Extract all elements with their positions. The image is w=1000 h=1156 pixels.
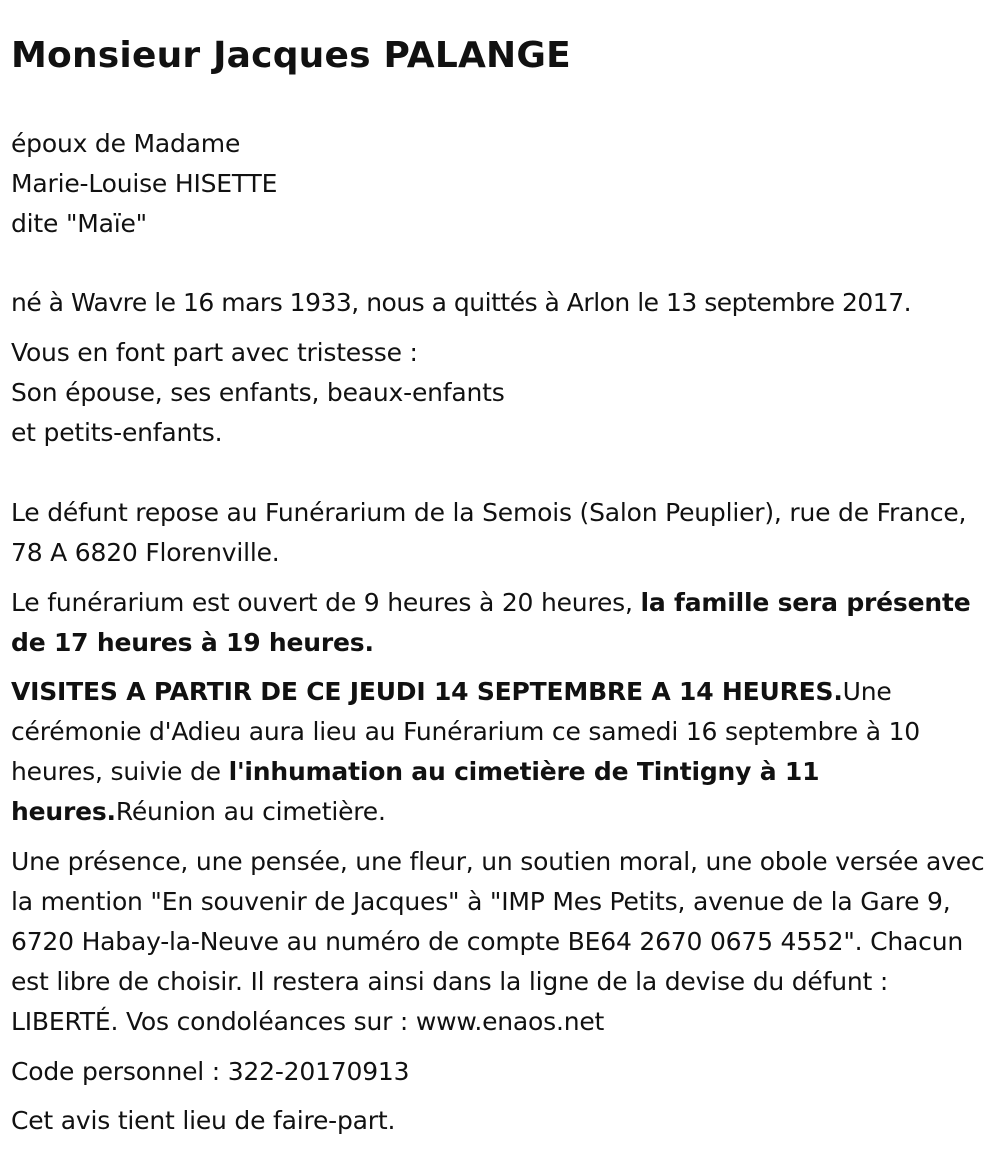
closing-text: Cet avis tient lieu de faire-part. <box>11 1106 396 1135</box>
notice-title: Monsieur Jacques PALANGE <box>11 35 571 76</box>
spouse-line-3: dite "Maïe" <box>11 209 147 238</box>
rest-location-text: Le défunt repose au Funérarium de la Semois (Salon Peuplier), rue de France, 78 A 6820 Florenville. <box>11 498 967 567</box>
donation-text: Une présence, une pensée, une fleur, un soutien moral, une obole versée avec la mention "En souvenir de Jacques" à "IMP Mes Petits, avenue de la Gare 9, 6720 Habay-la-Neuve au numéro de compte BE64 2670 0675 4552". Chacun est libre de choisir. Il restera ainsi dans la ligne de la devise du défunt : LIBERTÉ. Vos condoléances sur : www.enaos.net <box>11 847 985 1036</box>
family-block <box>11 333 986 453</box>
family-line-2: Son épouse, ses enfants, beaux-enfants <box>11 378 505 407</box>
ceremony-paragraph <box>11 672 986 832</box>
ceremony-text: Une cérémonie d'Adieu aura lieu au Funérarium ce samedi 16 septembre à 10 heures, suivie de <box>11 677 921 786</box>
cemetery-meeting-text: Réunion au cimetière. <box>115 797 386 826</box>
burial-announcement: l'inhumation au cimetière de Tintigny à 11 heures. <box>11 757 820 826</box>
family-line-1: Vous en font part avec tristesse : <box>11 338 418 367</box>
personal-code: Code personnel : 322-20170913 <box>11 1057 410 1086</box>
hours-text: Le funérarium est ouvert de 9 heures à 20 heures, <box>11 588 641 617</box>
spouse-line-1: époux de Madame <box>11 129 241 158</box>
personal-code-paragraph <box>11 1052 986 1092</box>
spouse-line-2: Marie-Louise HISETTE <box>11 169 278 198</box>
visits-announcement: VISITES A PARTIR DE CE JEUDI 14 SEPTEMBRE A 14 HEURES. <box>11 677 843 706</box>
family-line-3: et petits-enfants. <box>11 418 223 447</box>
donation-paragraph <box>11 842 986 1042</box>
birth-death-paragraph <box>11 283 986 323</box>
spouse-block <box>11 124 986 244</box>
rest-location-paragraph <box>11 493 986 573</box>
birth-death-text: né à Wavre le 16 mars 1933, nous a quittés à Arlon le 13 septembre 2017. <box>11 288 912 317</box>
family-presence-hours: la famille sera présente de 17 heures à 19 heures. <box>11 588 971 657</box>
closing-paragraph <box>11 1101 986 1141</box>
hours-paragraph <box>11 583 986 663</box>
